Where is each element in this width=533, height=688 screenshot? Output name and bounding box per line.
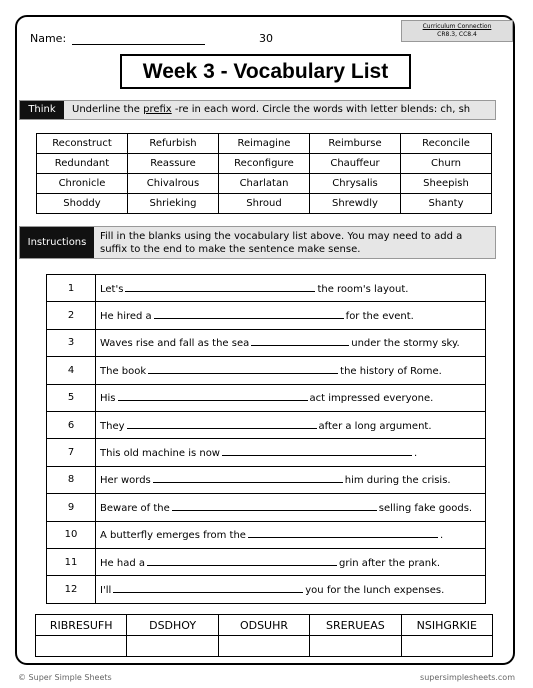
think-text-after: -re in each word. Circle the words with letter blends: ch, sh (171, 104, 471, 115)
vocab-word[interactable]: Reimagine (219, 134, 310, 154)
sentence-before: They (100, 420, 125, 432)
sentence-row (47, 576, 486, 603)
sentence-row (47, 494, 486, 521)
answer-blank[interactable] (251, 336, 349, 346)
sentence-after: you for the lunch expenses. (305, 584, 445, 596)
sentence-row (47, 521, 486, 548)
sentence-number: 8 (47, 466, 96, 493)
name-row (30, 32, 205, 45)
sentence-before: Let's (100, 283, 124, 295)
sentence-after: selling fake goods. (378, 502, 473, 514)
think-text-before: Underline the (72, 104, 144, 115)
vocab-row (37, 134, 492, 154)
sentence-after: the room's layout. (317, 283, 409, 295)
sentence-text (96, 548, 486, 575)
sentence-before: He had a (100, 557, 145, 569)
sentence-number: 1 (47, 275, 96, 302)
sentence-number: 3 (47, 329, 96, 356)
think-keyword: prefix (143, 104, 172, 115)
vocab-word[interactable]: Redundant (37, 154, 128, 174)
scramble-answer-row (36, 636, 493, 657)
sentence-text (96, 275, 486, 302)
sentence-row (47, 439, 486, 466)
scramble-answer-cell[interactable] (310, 636, 401, 657)
sentence-row (47, 466, 486, 493)
sentence-after: the history of Rome. (340, 365, 442, 377)
page-title: Week 3 - Vocabulary List (120, 54, 411, 89)
sentence-text (96, 576, 486, 603)
sentence-before: Waves rise and fall as the sea (100, 338, 250, 350)
scrambled-word: NSIHGRKIE (401, 615, 492, 636)
sentence-before: Beware of the (100, 502, 170, 514)
sentence-row (47, 302, 486, 329)
vocab-word[interactable]: Chronicle (37, 174, 128, 194)
vocabulary-table (36, 133, 492, 214)
sentence-before: The book (100, 365, 147, 377)
curriculum-codes: CR8.3, CC8.4 (437, 31, 477, 38)
answer-blank[interactable] (154, 309, 344, 319)
sentence-text (96, 357, 486, 384)
answer-blank[interactable] (248, 528, 438, 538)
name-field[interactable] (72, 33, 205, 45)
sentence-row (47, 357, 486, 384)
footer-copyright: © Super Simple Sheets (18, 673, 112, 682)
scramble-answer-cell[interactable] (127, 636, 218, 657)
curriculum-connection (401, 20, 513, 42)
scramble-answer-cell[interactable] (36, 636, 127, 657)
scrambled-word: RIBRESUFH (36, 615, 127, 636)
sentence-text (96, 466, 486, 493)
sentence-text (96, 494, 486, 521)
answer-blank[interactable] (153, 473, 343, 483)
sentence-text (96, 521, 486, 548)
sentence-number: 6 (47, 411, 96, 438)
vocab-word[interactable]: Sheepish (401, 174, 492, 194)
scrambled-word: SRERUEAS (310, 615, 401, 636)
vocab-word[interactable]: Shrieking (128, 194, 219, 214)
sentence-number: 4 (47, 357, 96, 384)
vocab-word[interactable]: Churn (401, 154, 492, 174)
page-number: 30 (259, 32, 273, 45)
vocab-word[interactable]: Refurbish (128, 134, 219, 154)
vocab-word[interactable]: Reconcile (401, 134, 492, 154)
sentence-after: under the stormy sky. (351, 338, 460, 350)
sentence-after: . (439, 530, 444, 542)
instructions-bar (19, 226, 496, 259)
vocab-row (37, 174, 492, 194)
vocab-word[interactable]: Charlatan (219, 174, 310, 194)
footer-website: supersimplesheets.com (420, 673, 515, 682)
answer-blank[interactable] (127, 419, 317, 429)
instructions-label: Instructions (20, 227, 94, 258)
scramble-table (35, 614, 493, 657)
sentence-row (47, 411, 486, 438)
sentence-row (47, 329, 486, 356)
answer-blank[interactable] (148, 364, 338, 374)
sentence-number: 9 (47, 494, 96, 521)
vocab-row (37, 154, 492, 174)
scramble-answer-cell[interactable] (401, 636, 492, 657)
scrambled-word: DSDHOY (127, 615, 218, 636)
vocab-word[interactable]: Shanty (401, 194, 492, 214)
scrambled-word: ODSUHR (218, 615, 309, 636)
sentence-before: A butterfly emerges from the (100, 530, 246, 542)
sentence-row (47, 384, 486, 411)
sentence-number: 11 (47, 548, 96, 575)
think-text (72, 101, 470, 119)
curriculum-title: Curriculum Connection (422, 23, 492, 30)
vocab-word[interactable]: Reassure (128, 154, 219, 174)
sentence-text (96, 302, 486, 329)
answer-blank[interactable] (118, 391, 308, 401)
sentence-before: This old machine is now (100, 448, 220, 460)
vocab-word[interactable]: Reimburse (310, 134, 401, 154)
sentence-text (96, 411, 486, 438)
answer-blank[interactable] (147, 556, 337, 566)
name-label: Name: (30, 32, 67, 45)
sentence-before: I'll (100, 584, 112, 596)
scramble-answer-cell[interactable] (218, 636, 309, 657)
vocab-row (37, 194, 492, 214)
vocab-word[interactable]: Reconstruct (37, 134, 128, 154)
sentence-number: 5 (47, 384, 96, 411)
answer-blank[interactable] (172, 501, 377, 511)
sentence-text (96, 384, 486, 411)
sentence-after: him during the crisis. (344, 475, 451, 487)
sentence-number: 10 (47, 521, 96, 548)
sentence-number: 12 (47, 576, 96, 603)
think-bar (19, 100, 496, 120)
vocab-word[interactable]: Shroud (219, 194, 310, 214)
think-label: Think (20, 101, 64, 119)
sentence-after: after a long argument. (318, 420, 432, 432)
sentence-row (47, 548, 486, 575)
vocab-word[interactable]: Chrysalis (310, 174, 401, 194)
sentence-number: 7 (47, 439, 96, 466)
sentence-after: act impressed everyone. (309, 393, 434, 405)
sentence-after: . (414, 448, 418, 460)
sentence-row (47, 275, 486, 302)
scramble-word-row (36, 615, 493, 636)
vocab-word[interactable]: Chivalrous (128, 174, 219, 194)
sentence-number: 2 (47, 302, 96, 329)
sentence-before: Her words (100, 475, 151, 487)
vocab-word[interactable]: Shrewdly (310, 194, 401, 214)
sentence-after: grin after the prank. (338, 557, 441, 569)
instructions-text: Fill in the blanks using the vocabulary list above. You may need to add a suffix to the end to make the sentence make sense. (100, 231, 463, 255)
answer-blank[interactable] (222, 446, 412, 456)
answer-blank[interactable] (125, 282, 315, 292)
vocab-word[interactable]: Chauffeur (310, 154, 401, 174)
sentence-text (96, 329, 486, 356)
sentence-after: for the event. (345, 311, 414, 323)
sentence-before: His (100, 393, 116, 405)
answer-blank[interactable] (113, 583, 303, 593)
sentence-before: He hired a (100, 311, 152, 323)
sentence-text (96, 439, 486, 466)
vocab-word[interactable]: Shoddy (37, 194, 128, 214)
vocab-word[interactable]: Reconfigure (219, 154, 310, 174)
fill-in-table (46, 274, 486, 604)
